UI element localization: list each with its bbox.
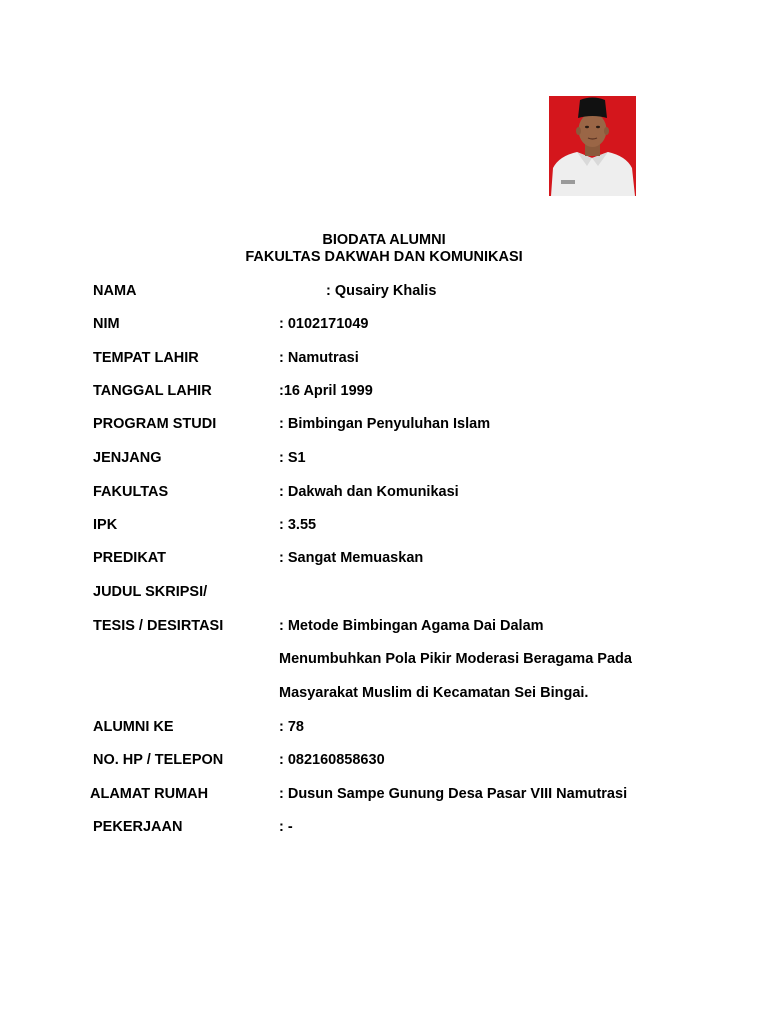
- document-title: BIODATA ALUMNI: [322, 232, 446, 248]
- tanggal-lahir-value: :16 April 1999: [279, 383, 373, 399]
- nama-value: : Qusairy Khalis: [326, 283, 437, 299]
- predikat-label: PREDIKAT: [93, 550, 167, 566]
- ipk-value: : 3.55: [279, 517, 317, 533]
- portrait-photo-icon: [549, 96, 636, 196]
- tempat-lahir-label: TEMPAT LAHIR: [93, 350, 199, 366]
- alumni-ke-label: ALUMNI KE: [93, 719, 174, 735]
- fakultas-label: FAKULTAS: [93, 484, 169, 500]
- judul-value-line3: Masyarakat Muslim di Kecamatan Sei Bingai.: [279, 685, 589, 701]
- judul-label-line2: TESIS / DESIRTASI: [93, 618, 224, 634]
- tempat-lahir-value: : Namutrasi: [279, 350, 359, 366]
- judul-value-line1: : Metode Bimbingan Agama Dai Dalam: [279, 618, 544, 634]
- document-subtitle: FAKULTAS DAKWAH DAN KOMUNIKASI: [245, 249, 523, 265]
- predikat-value: : Sangat Memuaskan: [279, 550, 424, 566]
- alamat-rumah-label: ALAMAT RUMAH: [90, 786, 209, 802]
- program-studi-label: PROGRAM STUDI: [93, 416, 217, 432]
- alamat-rumah-value: : Dusun Sampe Gunung Desa Pasar VIII Namutrasi: [279, 786, 628, 802]
- alumni-ke-value: : 78: [279, 719, 304, 735]
- telepon-label: NO. HP / TELEPON: [93, 752, 224, 768]
- fakultas-value: : Dakwah dan Komunikasi: [279, 484, 459, 500]
- pekerjaan-value: : -: [279, 819, 293, 835]
- judul-value-line2: Menumbuhkan Pola Pikir Moderasi Beragama Pada: [279, 651, 632, 667]
- nama-label: NAMA: [93, 283, 137, 299]
- pekerjaan-label: PEKERJAAN: [93, 819, 183, 835]
- nim-label: NIM: [93, 316, 120, 332]
- jenjang-label: JENJANG: [93, 450, 162, 466]
- tanggal-lahir-label: TANGGAL LAHIR: [93, 383, 212, 399]
- ipk-label: IPK: [93, 517, 118, 533]
- telepon-value: : 082160858630: [279, 752, 385, 768]
- jenjang-value: : S1: [279, 450, 306, 466]
- program-studi-value: : Bimbingan Penyuluhan Islam: [279, 416, 491, 432]
- portrait-photo: [549, 96, 636, 196]
- nim-value: : 0102171049: [279, 316, 369, 332]
- judul-label-line1: JUDUL SKRIPSI/: [93, 584, 208, 600]
